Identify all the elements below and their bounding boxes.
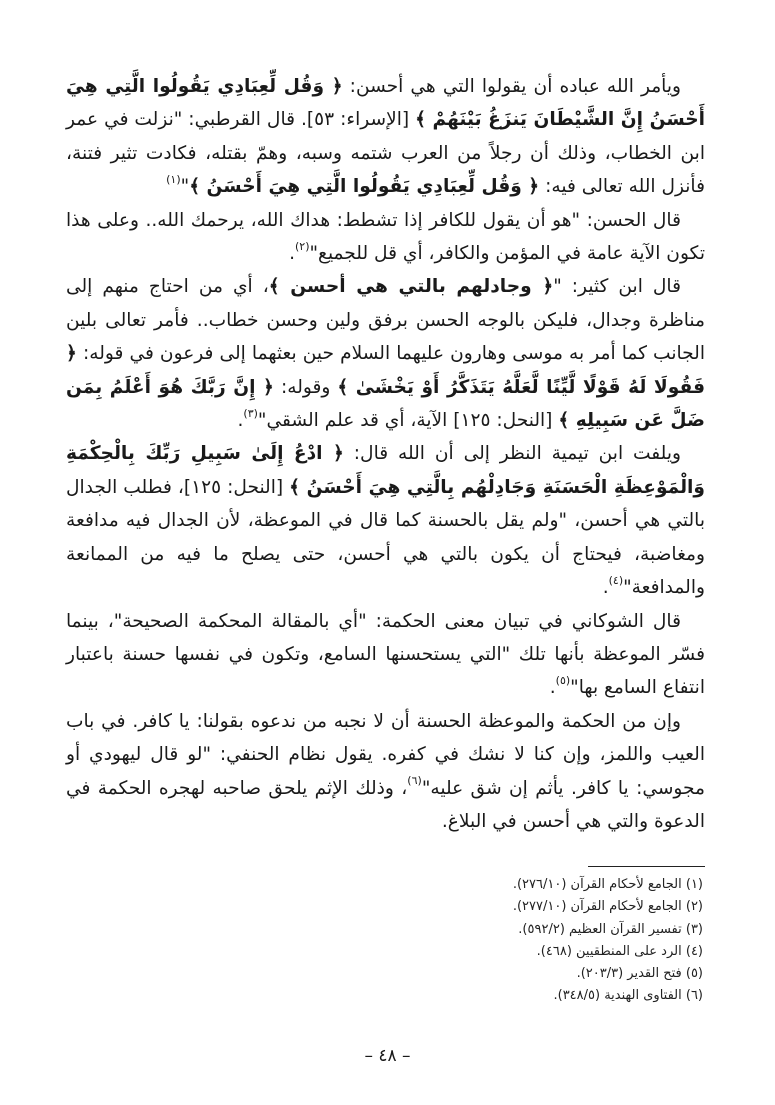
footnote-1: (١) الجامع لأحكام القرآن (٢٧٦/١٠). xyxy=(512,877,703,892)
text-run: ويأمر الله عباده أن يقولوا التي هي أحسن: xyxy=(342,76,682,97)
text-run: قال ابن كثير: " xyxy=(553,276,681,298)
quran-quote: ﴿ وَقُل لِّعِبَادِي يَقُولُوا الَّتِي هِيَ أَحْسَنُ إِنَّ الشَّيْطَانَ يَنزَغُ بَيْنَهُمْ ﴾ xyxy=(66,76,706,131)
text-run: . xyxy=(602,577,609,599)
main-text xyxy=(66,70,705,838)
quran-quote: ﴿ ادْعُ إِلَىٰ سَبِيلِ رَبِّكَ بِالْحِكْمَةِ وَالْمَوْعِظَةِ الْحَسَنَةِ وَجَادِلْهُم بِالَّتِي هِيَ أَحْسَنُ ﴾ xyxy=(66,443,705,498)
footnotes xyxy=(283,874,703,1008)
footnote-5: (٥) فتح القدير (٢٠٣/٣). xyxy=(576,966,703,982)
text-run: [النحل: ١٢٥]، فطلب الجدال بالتي هي أحسن، "ولم يقل بالحسنة كما قال في الموعظة، لأن الجدال فيه مدافعة ومغاضبة، فيحتاج أن يكون بالتي هي أحسن، حتى يصلح ما فيه من الممانعة والمدافعة" xyxy=(66,476,705,599)
text-run: . xyxy=(237,410,244,432)
footnote-3: (٣) تفسير القرآن العظيم (٥٩٢/٢). xyxy=(518,921,703,937)
footnote-ref: (٢) xyxy=(294,239,310,253)
paragraph xyxy=(66,437,705,604)
footnote-6: (٦) الفتاوى الهندية (٣٤٨/٥). xyxy=(553,988,703,1004)
paragraph xyxy=(66,705,705,839)
text-run: " xyxy=(180,176,190,198)
page-number: – ٤٨ – xyxy=(364,1046,411,1066)
text-run: [النحل: ١٢٥] الآية، أي قد علم الشقي" xyxy=(257,410,559,432)
quran-quote: ﴿ وجادلهم بالتي هي أحسن ﴾ xyxy=(268,276,554,298)
text-run: ، أي من احتاج منهم إلى مناظرة وجدال، فليكن بالوجه الحسن برفق ولين وحسن خطاب.. فأمر تعالى بلين الجانب كما أمر به موسى وهارون عليهما السلام حين بعثهما إلى فرعون في قوله: xyxy=(66,276,705,365)
footnote-ref: (٥) xyxy=(555,674,571,688)
paragraph xyxy=(66,204,705,271)
footnote-ref: (٤) xyxy=(608,573,624,587)
quran-quote: ﴿ فَقُولَا لَهُ قَوْلًا لَّيِّنًا لَّعَلَّهُ يَتَذَكَّرُ أَوْ يَخْشَىٰ ﴾ xyxy=(66,343,705,398)
text-run: [الإسراء: ٥٣]. قال القرطبي: "نزلت في عمر ابن الخطاب، وذلك أن رجلاً من العرب شتمه وسبه، وهمّ بقتله، فكادت تثير فتنة، فأنزل الله تعالى فيه: xyxy=(66,109,705,198)
quran-quote: ﴿ إِنَّ رَبَّكَ هُوَ أَعْلَمُ بِمَن ضَلَّ عَن سَبِيلِهِ ﴾ xyxy=(66,376,705,432)
paragraph xyxy=(66,605,705,705)
footnote-ref: (٣) xyxy=(243,406,258,420)
text-run: وإن من الحكمة والموعظة الحسنة أن لا نجبه من ندعوه بقولنا: يا كافر. في باب العيب واللمز، وإن كنا لا نشك في كفره. يقول نظام الحنفي: "لو قال ليهودي أو مجوسي: يا كافر. يأثم إن شق عليه" xyxy=(66,710,706,799)
footnote-2: (٢) الجامع لأحكام القرآن (٢٧٧/١٠). xyxy=(512,899,703,915)
text-run: وقوله: xyxy=(273,376,338,398)
text-run: . xyxy=(549,677,556,699)
text-run: ، وذلك الإثم يلحق صاحبه لهجره الحكمة في الدعوة والتي هي أحسن في البلاغ. xyxy=(66,777,705,832)
paragraph xyxy=(66,270,705,437)
text-run: قال الحسن: "هو أن يقول للكافر إذا تشطط: هداك الله، يرحمك الله.. وعلى هذا تكون الآية عامة في المؤمن والكافر، أي قل للجميع" xyxy=(66,209,705,265)
text-run: . xyxy=(289,243,295,265)
text-run: ويلفت ابن تيمية النظر إلى أن الله قال: xyxy=(343,443,681,465)
footnote-ref: (٦) xyxy=(407,774,422,788)
footnote-4: (٤) الرد على المنطقيين (٤٦٨). xyxy=(536,943,703,959)
quran-quote: ﴿ وَقُل لِّعِبَادِي يَقُولُوا الَّتِي هِيَ أَحْسَنُ ﴾ xyxy=(189,176,540,198)
paragraph xyxy=(66,70,705,204)
footnote-divider xyxy=(588,866,705,867)
footnote-ref: (١) xyxy=(166,173,181,187)
text-run: قال الشوكاني في تبيان معنى الحكمة: "أي بالمقالة المحكمة الصحيحة"، بينما فسّر الموعظة بأنها تلك "التي يستحسنها السامع، وتكون في نفسها حسنة باعتبار انتفاع السامع بها" xyxy=(66,610,705,699)
